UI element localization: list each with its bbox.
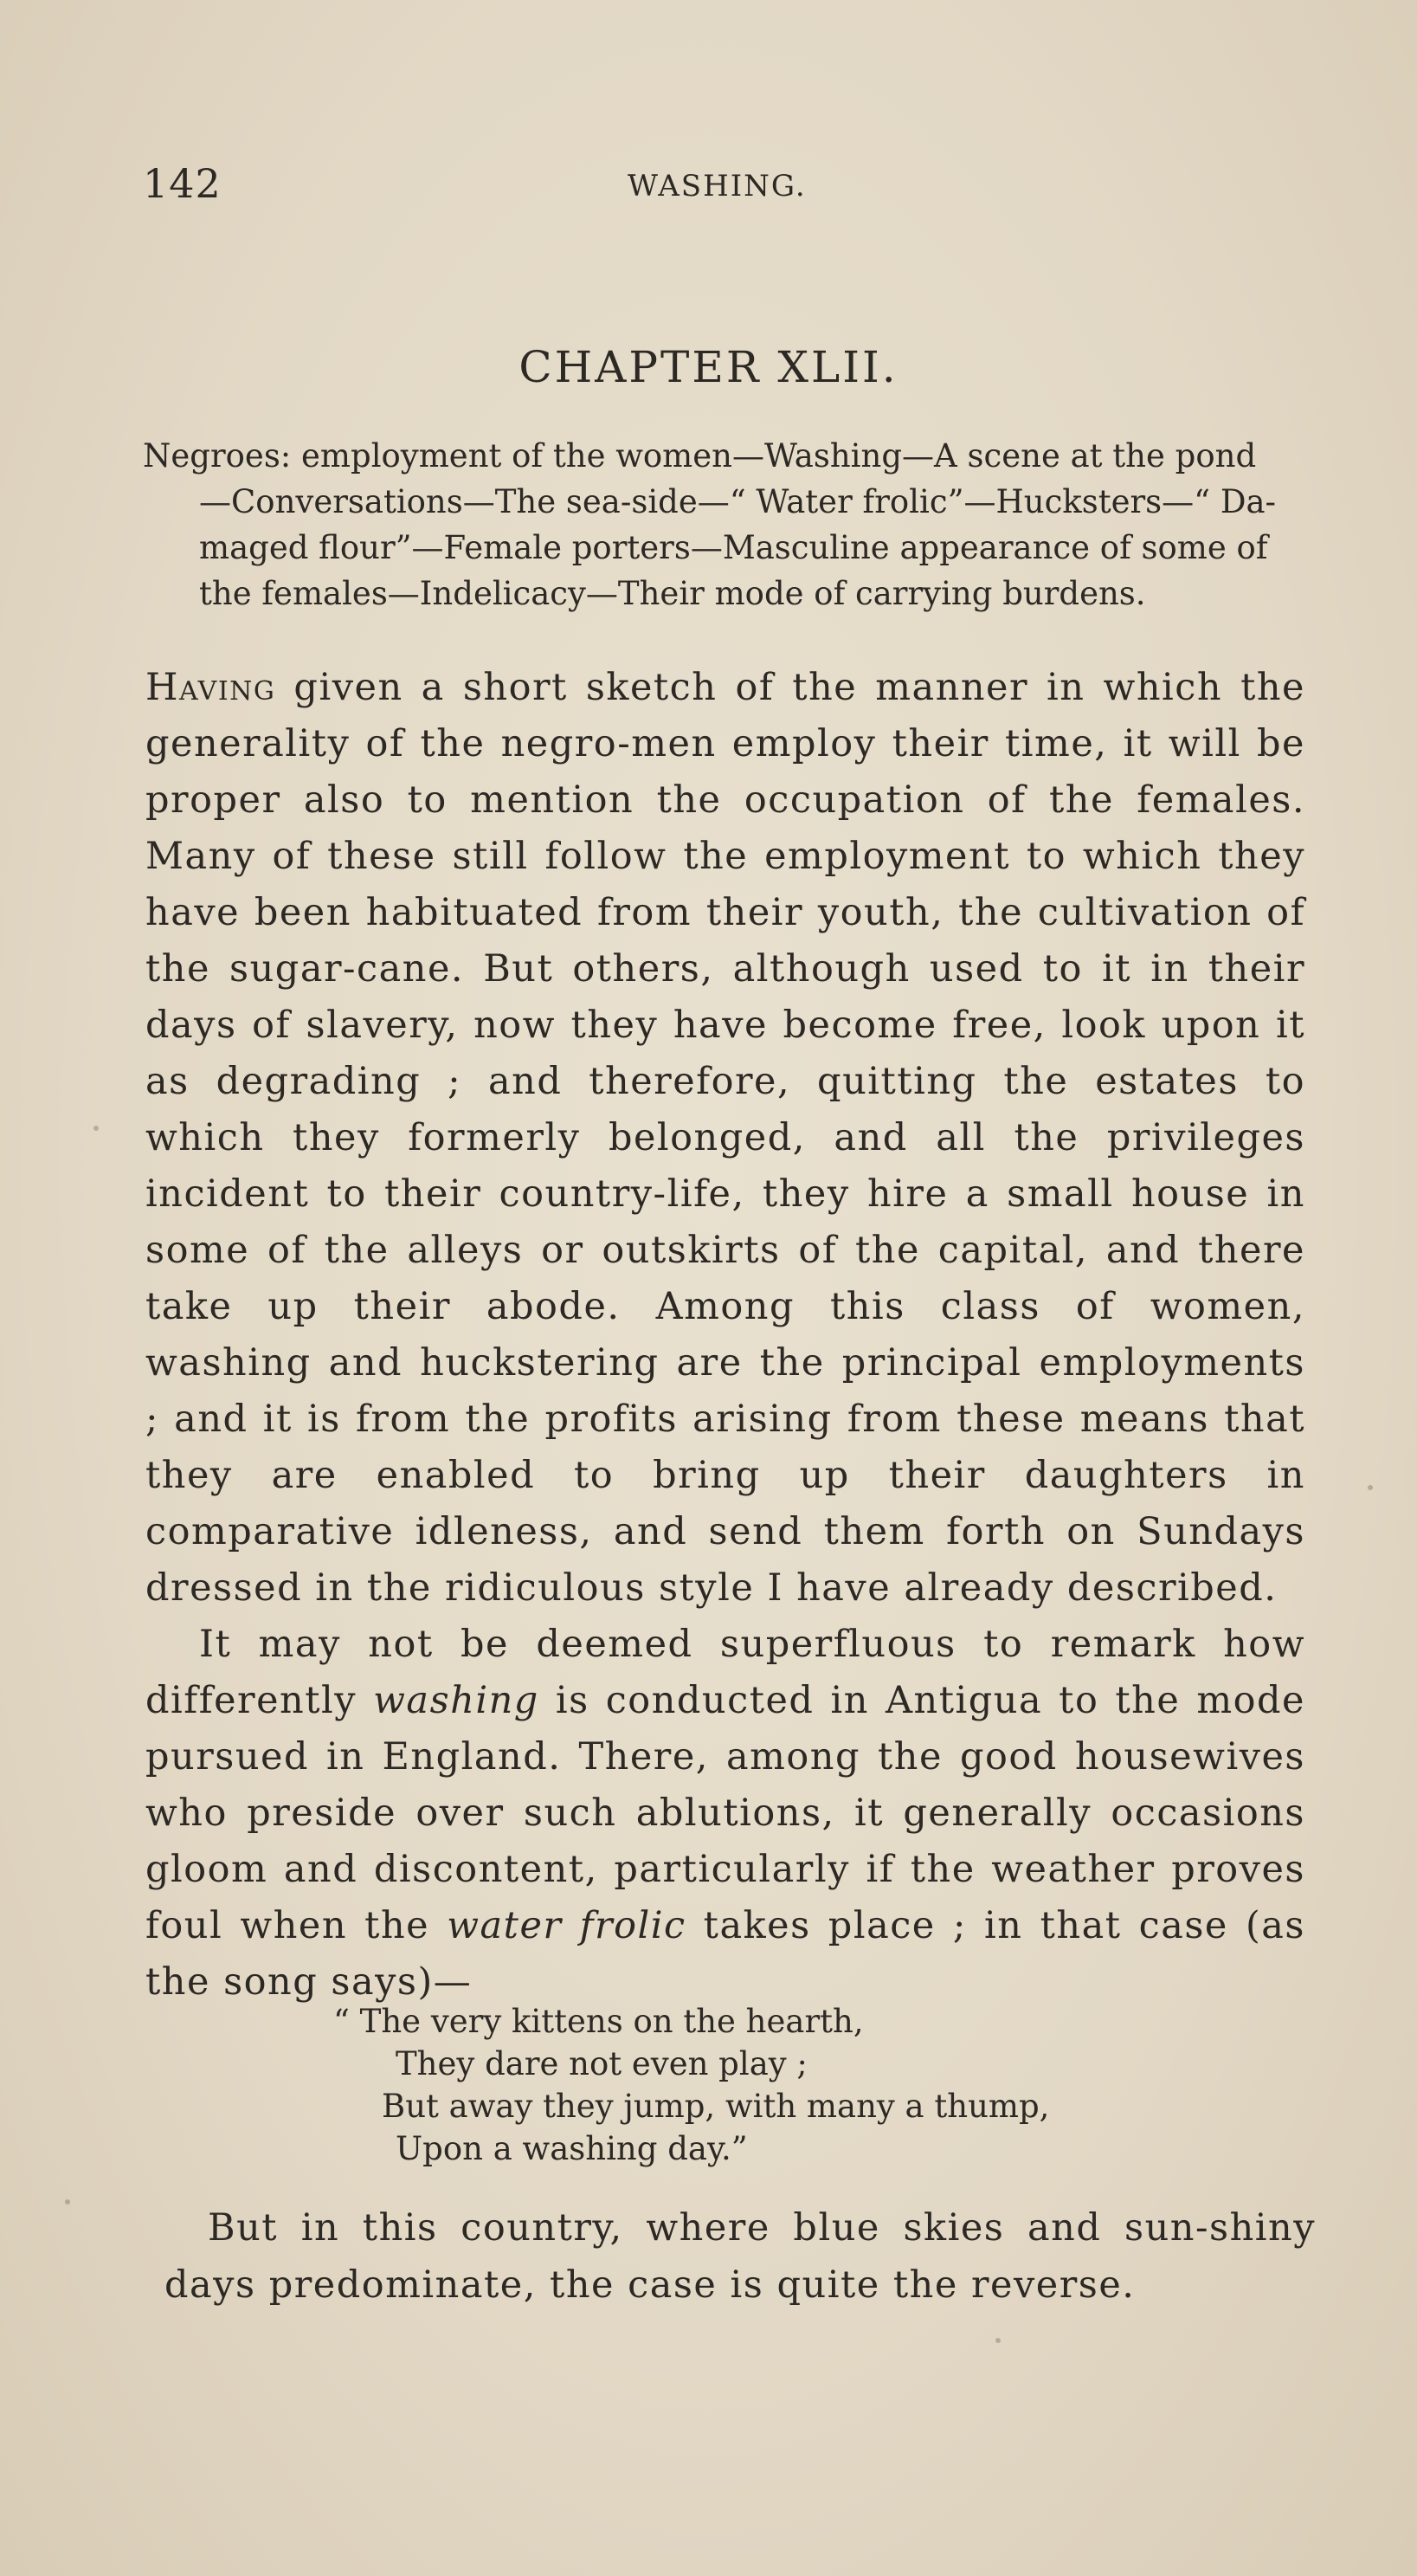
paragraph-2-text: It may not be deemed superfluous to remark how differently	[145, 1623, 1305, 1722]
chapter-summary	[143, 433, 1303, 617]
poem-line: But away they jump, with many a thump,	[382, 2088, 1050, 2125]
paragraph-1	[145, 660, 1305, 1617]
paragraph-2-text: takes place ; in that case (as the song says)—	[145, 1904, 1305, 2004]
poem-quote	[333, 2000, 1049, 2170]
paragraph-lead-word: Having	[145, 666, 276, 709]
italic-washing: washing	[373, 1679, 539, 1722]
paragraph-2-text: is conducted in Antigua to the mode pursued in England. There, among the good housewives who preside over such ablutions, it generally occasions gloom and discontent, particularly if the weather proves foul when the	[145, 1679, 1305, 1947]
closing-paragraph	[164, 2199, 1316, 2314]
page-number: 142	[143, 160, 222, 207]
summary-line: —Conversations—The sea-side—“ Water frolic”—Hucksters—“ Da-	[199, 483, 1277, 520]
summary-line: Negroes: employment of the women—Washing—A scene at the pond	[143, 437, 1257, 475]
paper-speck	[65, 2199, 70, 2205]
summary-line: the females—Indelicacy—Their mode of carrying burdens.	[199, 575, 1146, 612]
poem-line: Upon a washing day.”	[396, 2130, 748, 2167]
chapter-title: CHAPTER XLII.	[518, 342, 899, 392]
italic-water-frolic: water frolic	[447, 1904, 686, 1947]
page-header	[143, 160, 1311, 221]
poem-line: “ The very kittens on the hearth,	[333, 2003, 864, 2040]
paragraph-1-text: given a short sketch of the manner in which the generality of the negro-men employ their time, it will be proper also to mention the occupation of the females. Many of these still follow the employment to which they have been habituated from their youth, the cultivation of the sugar-cane. But others, although used to it in their days of slavery, now they have become free, look upon it as degrading ; and therefore, quitting the estates to which they formerly belonged, and all the privileges incident to their country-life, they hire a small house in some of the alleys or outskirts of the capital, and there take up their abode. Among this class of women, washing and huckstering are the principal employments ; and it is from the profits arising from these means that they are enabled to bring up their daughters in comparative idleness, and send them forth on Sundays dressed in the ridiculous style I have already described.	[145, 666, 1305, 1610]
paper-speck	[995, 2338, 1001, 2343]
paper-speck	[1368, 1485, 1373, 1490]
paragraph-2	[145, 1617, 1305, 2011]
poem-line: They dare not even play ;	[396, 2045, 808, 2082]
closing-text: But in this country, where blue skies and sun-shiny days predominate, the case is quite the reverse.	[164, 2206, 1316, 2307]
running-head: WASHING.	[628, 169, 807, 203]
paper-speck	[93, 1126, 99, 1131]
body-text	[145, 660, 1305, 2011]
summary-line: maged flour”—Female porters—Masculine appearance of some of	[199, 529, 1268, 566]
